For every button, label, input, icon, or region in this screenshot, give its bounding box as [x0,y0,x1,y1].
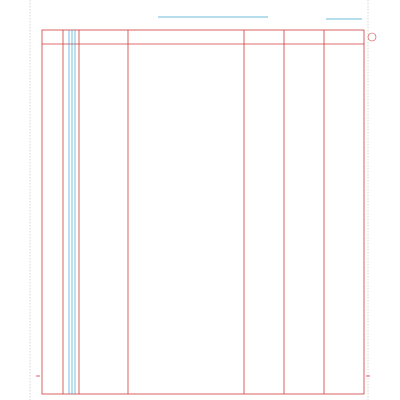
table-frame [42,30,364,394]
page-mark-circle [368,33,376,41]
